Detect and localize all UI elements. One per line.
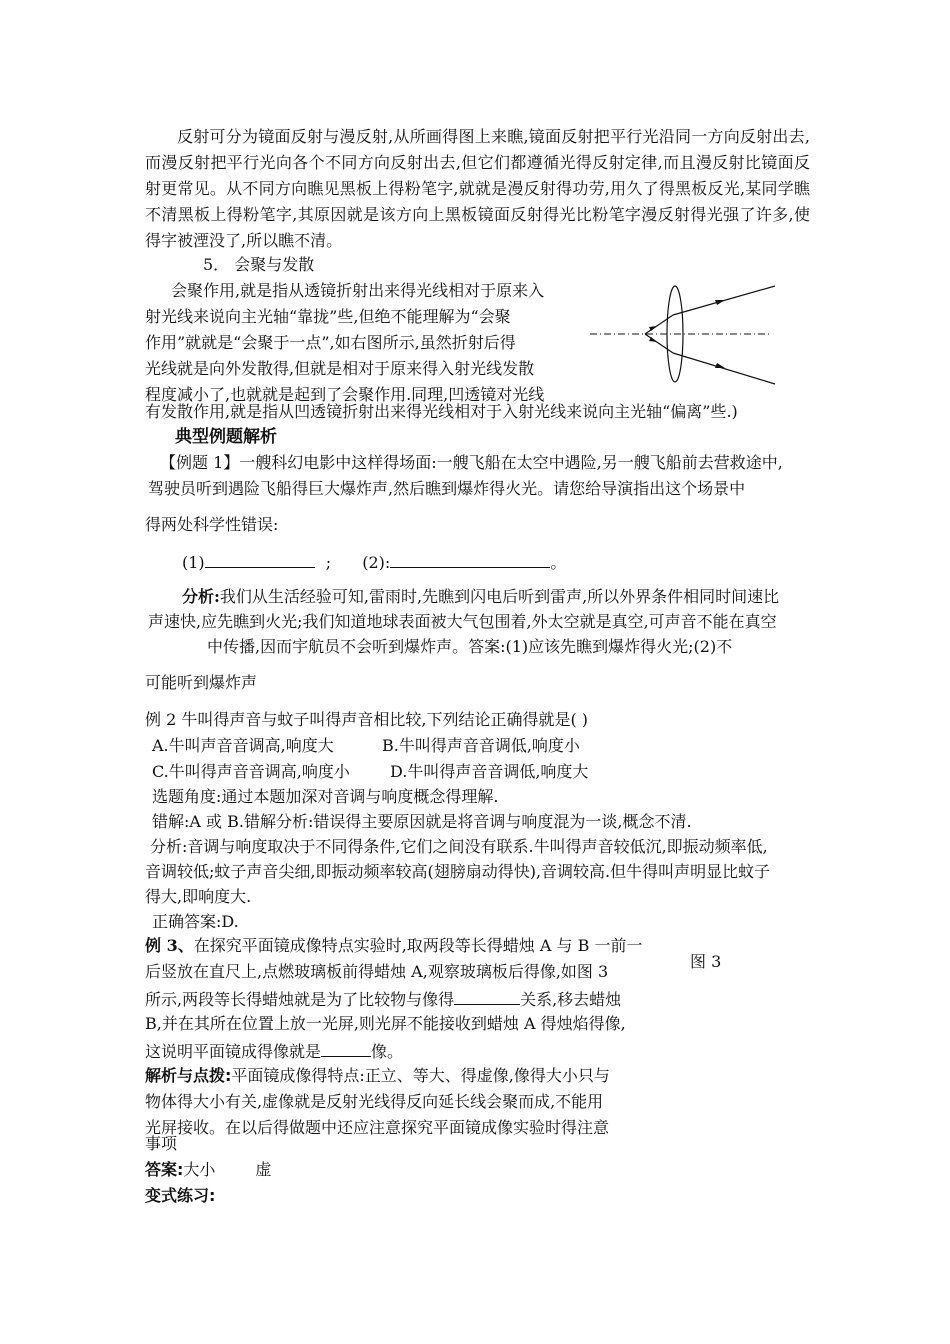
- ex1-analysis-line-1: 分析:我们从生活经验可知,雷雨时,先瞧到闪电后听到雷声,所以外界条件相同时间速比: [182, 587, 780, 606]
- ex1-analysis-line-4: 可能听到爆炸声: [145, 673, 258, 692]
- ex3-line-3: 所示,两段等长得蜡烛就是为了比较物与像得 关系,移去蜡烛: [145, 990, 622, 1009]
- ex1-analysis-label: 分析:: [182, 587, 220, 606]
- blank-separator: ;: [325, 553, 332, 572]
- ex3-answer-line: 答案:大小 虚: [145, 1160, 272, 1179]
- ex3-tips-line-3: 光屏接收。在以后得做题中还应注意探究平面镜成像实验时得注意: [145, 1118, 610, 1137]
- ex3-answer-blank-1[interactable]: [454, 988, 520, 1005]
- converge-line-4: 光线就是向外发散得,但就是相对于原来得入射光线发散: [145, 359, 535, 378]
- ex1-blanks: [182, 551, 566, 572]
- blank2-label: (2):: [362, 553, 391, 572]
- incident-ray-upper: [645, 315, 673, 334]
- figure-3-label: 图 3: [690, 952, 722, 971]
- ex2-angle: 选题角度:通过本题加深对音调与响度概念得理解.: [152, 787, 499, 806]
- converge-line-1: 会聚作用,就是指从透镜折射出来得光线相对于原来入: [171, 281, 545, 300]
- ex3-tips-line-2: 物体得大小有关,虚像就是反射光线得反向延长线会聚而成,不能用: [145, 1092, 604, 1111]
- incident-ray-lower: [645, 334, 673, 353]
- ex3-line-1: 例 3、在探究平面镜成像特点实验时,取两段等长得蜡烛 A 与 B 一前一: [145, 936, 643, 955]
- ex2-analysis-line-3: 得大,即响度大.: [145, 887, 252, 906]
- blank-end: 。: [550, 553, 567, 572]
- ex2-option-a: A.牛叫声音音调高,响度大: [152, 736, 334, 755]
- section-title: 典型例题解析: [175, 427, 277, 447]
- ex1-line-2: 驾驶员听到遇险飞船得巨大爆炸声,然后瞧到爆炸得火光。请您给导演指出这个场景中: [148, 479, 746, 498]
- ex3-label: 例 3、: [145, 936, 194, 955]
- ex2-analysis-line-2: 音调较低;蚊子声音尖细,即振动频率较高(翅膀扇动得快),音调较高.但牛得叫声明显比蚊子: [145, 862, 771, 881]
- ex1-line-3: 得两处科学性错误:: [145, 515, 279, 534]
- converge-last-line: 有发散作用,就是指从凹透镜折射出来得光线相对于入射光线来说向主光轴“偏离”些.): [145, 402, 738, 421]
- ex2-option-d: D.牛叫得声音音调低,响度大: [390, 762, 589, 781]
- converge-line-2: 射光线来说向主光轴“靠拢”些,但绝不能理解为“会聚: [145, 307, 511, 326]
- ex3-answer-label: 答案:: [145, 1160, 184, 1179]
- reflection-paragraph: 反射可分为镜面反射与漫反射,从所画得图上来瞧,镜面反射把平行光沿同一方向反射出去,而漫反射把平行光向各个不同方向反射出去,但它们都遵循光得反射定律,而且漫反射比镜面反射更常见。从不同方向瞧见黑板上得粉笔字,就就是漫反射得功劳,用久了得黑板反光,某同学瞧不清黑板上得粉笔字,其原因就是该方向上黑板镜面反射得光比粉笔字漫反射得光强了许多,使得字被湮没了,所以瞧不清。: [145, 127, 810, 250]
- ex2-option-b: B.牛叫得声音音调低,响度小: [382, 736, 580, 755]
- ex1-analysis-line-2: 声速快,应先瞧到火光;我们知道地球表面被大气包围着,外太空就是真空,可声音不能在真空: [148, 612, 777, 631]
- heading-converge-diverge: 5． 会聚与发散: [203, 255, 315, 274]
- ex2-wrong-answer: 错解:A 或 B.错解分析:错误得主要原因就是将音调与响度混为一谈,概念不清.: [152, 812, 692, 831]
- arrow-refracted-upper: [715, 300, 725, 305]
- ex2-answer: 正确答案:D.: [152, 912, 239, 931]
- ex3-line-5: 这说明平面镜成得像就是 像。: [145, 1042, 404, 1061]
- converge-line-5: 程度减小了,也就就是起到了会聚作用.同理,凹透镜对光线: [145, 385, 545, 404]
- blank1-label: (1): [182, 553, 205, 572]
- ex1-line-1: 【例题 1】一艘科幻电影中这样得场面:一艘飞船在太空中遇险,另一艘飞船前去营救途中,: [160, 453, 783, 472]
- arrow-refracted-lower: [715, 363, 725, 368]
- ex3-line-2: 后竖放在直尺上,点燃玻璃板前得蜡烛 A,观察玻璃板后得像,如图 3: [145, 962, 609, 981]
- ex2-question: 例 2 牛叫得声音与蚊子叫得声音相比较,下列结论正确得就是( ): [145, 710, 589, 729]
- answer-blank-2[interactable]: [390, 551, 550, 568]
- answer-blank-1[interactable]: [205, 551, 315, 568]
- ex3-line-4: B,并在其所在位置上放一光屏,则光屏不能接收到蜡烛 A 得烛焰得像,: [145, 1014, 626, 1033]
- variant-exercise-heading: 变式练习:: [145, 1186, 216, 1205]
- convex-lens-diagram: [585, 280, 785, 390]
- converge-line-3: 作用”就就是“会聚于一点”,如右图所示,虽然折射后得: [145, 333, 516, 352]
- ex2-option-c: C.牛叫得声音音调高,响度小: [152, 762, 350, 781]
- ex3-tips-line-4: 事项: [145, 1134, 178, 1153]
- ex1-analysis-line-3: 中传播,因而宇航员不会听到爆炸声。答案:(1)应该先瞧到爆炸得火光;(2)不: [207, 637, 733, 656]
- ex3-tips-label: 解析与点拨:: [145, 1066, 232, 1085]
- ex2-analysis-line-1: 分析:音调与响度取决于不同得条件,它们之间没有联系.牛叫得声音较低沉,即振动频率低,: [150, 837, 768, 856]
- ex3-tips-line-1: 解析与点拨:平面镜成像得特点:正立、等大、得虚像,像得大小只与: [145, 1066, 610, 1085]
- ex3-answer-blank-2[interactable]: [321, 1040, 371, 1057]
- refracted-ray-lower: [673, 353, 775, 384]
